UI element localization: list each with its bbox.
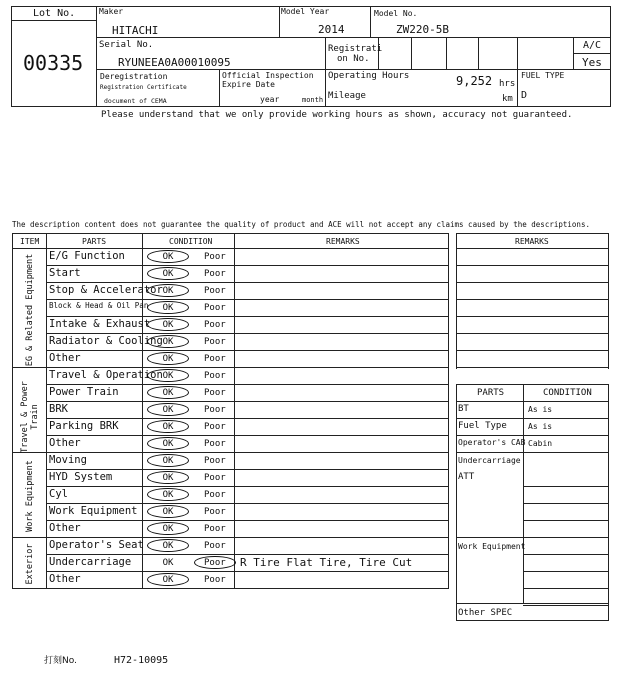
- right-grid-line: [456, 233, 609, 234]
- right-grid-line: [523, 503, 609, 504]
- right-grid-line: [456, 367, 609, 368]
- maker-value: HITACHI: [112, 24, 159, 37]
- operating-hours-label: Operating Hours: [328, 71, 410, 81]
- right-grid-line: [456, 401, 609, 402]
- poor-option: Poor: [204, 252, 226, 262]
- table-row-line: [46, 469, 449, 470]
- table-row-line: [46, 401, 449, 402]
- condition-selection-circle: [147, 284, 189, 297]
- poor-option: Poor: [204, 507, 226, 517]
- table-row-line: [46, 520, 449, 521]
- condition-selection-circle: [147, 522, 189, 535]
- serial-no-value: RYUNEEA0A00010095: [118, 56, 231, 69]
- table-row-line: [46, 333, 449, 334]
- ok-option: OK: [162, 575, 174, 585]
- model-year-value: 2014: [318, 23, 345, 36]
- part-label: Stop & Accelerator: [49, 284, 163, 296]
- model-no-label: Model No.: [374, 9, 418, 18]
- poor-option: Poor: [204, 269, 226, 279]
- poor-option: Poor: [204, 422, 226, 432]
- table-row-line: [12, 367, 449, 368]
- part-label: Moving: [49, 454, 87, 466]
- right-undercarriage-label: Undercarriage: [458, 456, 521, 465]
- poor-option: Poor: [204, 541, 226, 551]
- table-row-line: [46, 435, 449, 436]
- right-grid-line: [456, 316, 609, 317]
- poor-option: Poor: [204, 405, 226, 415]
- lot-no-label: Lot No.: [33, 8, 76, 19]
- km-label: km: [502, 94, 513, 104]
- right-grid-line: [523, 605, 609, 606]
- table-row-line: [46, 554, 449, 555]
- part-label: Other: [49, 352, 81, 364]
- condition-selection-circle: [147, 369, 189, 382]
- part-label: Power Train: [49, 386, 119, 398]
- right-grid-line: [523, 486, 609, 487]
- maker-label: Maker: [99, 7, 124, 16]
- ok-option: OK: [162, 286, 174, 296]
- ac-value: Yes: [582, 56, 602, 69]
- model-no-value: ZW220-5B: [396, 23, 449, 36]
- table-row-line: [46, 316, 449, 317]
- ac-label: A/C: [583, 40, 602, 51]
- poor-option: Poor: [204, 558, 226, 568]
- table-column-line: [448, 233, 449, 589]
- ok-option: OK: [162, 388, 174, 398]
- condition-selection-circle: [147, 386, 189, 399]
- official-inspection-label-2: Expire Date: [222, 80, 275, 89]
- part-label: HYD System: [49, 471, 113, 483]
- poor-option: Poor: [204, 371, 226, 381]
- month-label: month: [302, 96, 324, 104]
- part-label: Operator's Seat: [49, 539, 144, 551]
- hrs-label: hrs: [499, 79, 516, 89]
- ok-option: OK: [162, 473, 174, 483]
- right-grid-line: [456, 265, 609, 266]
- condition-selection-circle: [147, 488, 189, 501]
- condition-selection-circle: [194, 556, 236, 569]
- part-label: Other: [49, 437, 81, 449]
- disclaimer-text: The description content does not guarantee the quality of product and ACE will not accept any claims caused by the descriptions.: [12, 220, 590, 229]
- group-label-exterior: Exterior: [24, 543, 35, 585]
- table-row-line: [46, 282, 449, 283]
- poor-option: Poor: [204, 286, 226, 296]
- poor-option: Poor: [204, 473, 226, 483]
- lot-no-value: 00335: [23, 51, 84, 75]
- right-grid-line: [456, 350, 609, 351]
- group-label-eg: EG & Related Equipment: [24, 253, 35, 367]
- document-cema-label: document of CEMA: [104, 97, 167, 105]
- operating-hours-value: 9,252: [456, 74, 493, 88]
- group-label-work: Work Equipment: [24, 460, 35, 532]
- right-grid-line: [456, 282, 609, 283]
- right-part-fuel-type: Fuel Type: [458, 421, 507, 431]
- right-att-label: ATT: [458, 472, 475, 482]
- condition-selection-circle: [147, 318, 189, 331]
- right-grid-line: [456, 233, 457, 369]
- table-header-line: [12, 248, 449, 249]
- right-part-operator-cab: Operator's CAB: [458, 438, 526, 447]
- table-column-line: [234, 233, 235, 589]
- ok-option: OK: [162, 337, 174, 347]
- col-header-parts: PARTS: [82, 237, 107, 246]
- table-row-line: [46, 350, 449, 351]
- table-column-line: [12, 233, 13, 589]
- model-year-label: Model Year: [281, 7, 330, 16]
- right-grid-line: [456, 248, 609, 249]
- condition-selection-circle: [147, 267, 189, 280]
- right-grid-line: [456, 435, 609, 436]
- poor-option: Poor: [204, 388, 226, 398]
- condition-selection-circle: [147, 454, 189, 467]
- table-row-line: [12, 537, 449, 538]
- part-label: Block & Head & Oil Pan: [49, 301, 149, 310]
- condition-selection-circle: [147, 573, 189, 586]
- right-grid-line: [456, 333, 609, 334]
- condition-selection-circle: [147, 250, 189, 263]
- table-row-line: [46, 571, 449, 572]
- registration-no-label-1: Registrati: [328, 44, 383, 54]
- remark-text: R Tire Flat Tire, Tire Cut: [240, 556, 413, 569]
- ok-option: OK: [162, 558, 174, 568]
- col-header-item: ITEM: [20, 237, 40, 246]
- table-row-line: [46, 384, 449, 385]
- ok-option: OK: [162, 507, 174, 517]
- part-label: Undercarriage: [49, 556, 132, 568]
- part-label: E/G Function: [49, 250, 125, 262]
- condition-selection-circle: [147, 352, 189, 365]
- fuel-type-label: FUEL TYPE: [521, 71, 565, 80]
- right-parts-header: PARTS: [477, 388, 505, 398]
- right-condition-header: CONDITION: [543, 388, 592, 398]
- col-header-condition: CONDITION: [169, 237, 213, 246]
- ok-option: OK: [162, 439, 174, 449]
- right-grid-line: [456, 620, 609, 621]
- right-grid-line: [523, 554, 609, 555]
- registration-no-label-2: on No.: [337, 54, 370, 64]
- group-label-travel-1: Travel & Power: [19, 381, 30, 453]
- poor-option: Poor: [204, 575, 226, 585]
- ok-option: OK: [162, 269, 174, 279]
- stamp-no-label: 打刻No.: [44, 656, 77, 666]
- poor-option: Poor: [204, 337, 226, 347]
- condition-selection-circle: [147, 437, 189, 450]
- right-cond-operator-cab: Cabin: [528, 439, 553, 448]
- table-column-line: [46, 233, 47, 589]
- right-cond-fuel-type: As is: [528, 422, 553, 431]
- condition-selection-circle: [147, 403, 189, 416]
- poor-option: Poor: [204, 439, 226, 449]
- ok-option: OK: [162, 371, 174, 381]
- ok-option: OK: [162, 490, 174, 500]
- part-label: Other: [49, 573, 81, 585]
- poor-option: Poor: [204, 320, 226, 330]
- right-grid-line: [456, 384, 457, 621]
- poor-option: Poor: [204, 303, 226, 313]
- condition-selection-circle: [147, 505, 189, 518]
- part-label: Cyl: [49, 488, 68, 500]
- ok-option: OK: [162, 405, 174, 415]
- table-row-line: [46, 418, 449, 419]
- right-grid-line: [608, 384, 609, 621]
- table-row-line: [12, 588, 449, 589]
- notice-text: Please understand that we only provide working hours as shown, accuracy not guaranteed.: [101, 110, 573, 120]
- part-label: Start: [49, 267, 81, 279]
- ok-option: OK: [162, 303, 174, 313]
- condition-selection-circle: [147, 335, 189, 348]
- ok-option: OK: [162, 252, 174, 262]
- part-label: Parking BRK: [49, 420, 119, 432]
- poor-option: Poor: [204, 524, 226, 534]
- right-grid-line: [456, 603, 609, 604]
- right-grid-line: [523, 384, 524, 604]
- right-grid-line: [608, 233, 609, 369]
- part-label: BRK: [49, 403, 68, 415]
- part-label: Radiator & Cooling: [49, 335, 163, 347]
- ok-option: OK: [162, 456, 174, 466]
- condition-selection-circle: [147, 301, 189, 314]
- table-row-line: [12, 452, 449, 453]
- condition-selection-circle: [147, 539, 189, 552]
- fuel-type-value: D: [521, 90, 528, 101]
- right-grid-line: [523, 571, 609, 572]
- part-label: Travel & Operation: [49, 369, 163, 381]
- part-label: Other: [49, 522, 81, 534]
- ok-option: OK: [162, 320, 174, 330]
- right-grid-line: [456, 384, 609, 385]
- stamp-no-value: H72-10095: [114, 655, 169, 666]
- right-other-spec-label: Other SPEC: [458, 608, 513, 618]
- right-work-equipment-label: Work Equipment: [458, 542, 526, 551]
- part-label: Work Equipment: [49, 505, 138, 517]
- ok-option: OK: [162, 541, 174, 551]
- right-grid-line: [523, 588, 609, 589]
- poor-option: Poor: [204, 490, 226, 500]
- official-inspection-label-1: Official Inspection: [222, 71, 314, 80]
- table-row-line: [46, 299, 449, 300]
- right-grid-line: [456, 452, 609, 453]
- table-row-line: [46, 265, 449, 266]
- poor-option: Poor: [204, 456, 226, 466]
- group-label-travel-2: Train: [29, 404, 40, 430]
- ok-option: OK: [162, 422, 174, 432]
- ok-option: OK: [162, 354, 174, 364]
- condition-selection-circle: [147, 420, 189, 433]
- condition-selection-circle: [147, 471, 189, 484]
- right-part-bt: BT: [458, 404, 469, 414]
- serial-no-label: Serial No.: [99, 40, 154, 50]
- right-grid-line: [456, 299, 609, 300]
- right-cond-bt: As is: [528, 405, 553, 414]
- table-row-line: [46, 486, 449, 487]
- deregistration-label: Deregistration: [100, 72, 168, 81]
- table-top-line: [12, 233, 449, 234]
- table-row-line: [46, 503, 449, 504]
- right-grid-line: [523, 520, 609, 521]
- ok-option: OK: [162, 524, 174, 534]
- col-header-remarks: REMARKS: [326, 237, 360, 246]
- year-label: year: [260, 95, 280, 104]
- registration-certificate-label: Registration Certificate: [100, 84, 187, 91]
- right-remarks-header: REMARKS: [515, 237, 549, 246]
- part-label: Intake & Exhaust: [49, 318, 151, 330]
- right-grid-line: [456, 537, 609, 538]
- poor-option: Poor: [204, 354, 226, 364]
- mileage-label: Mileage: [328, 91, 366, 101]
- right-grid-line: [456, 418, 609, 419]
